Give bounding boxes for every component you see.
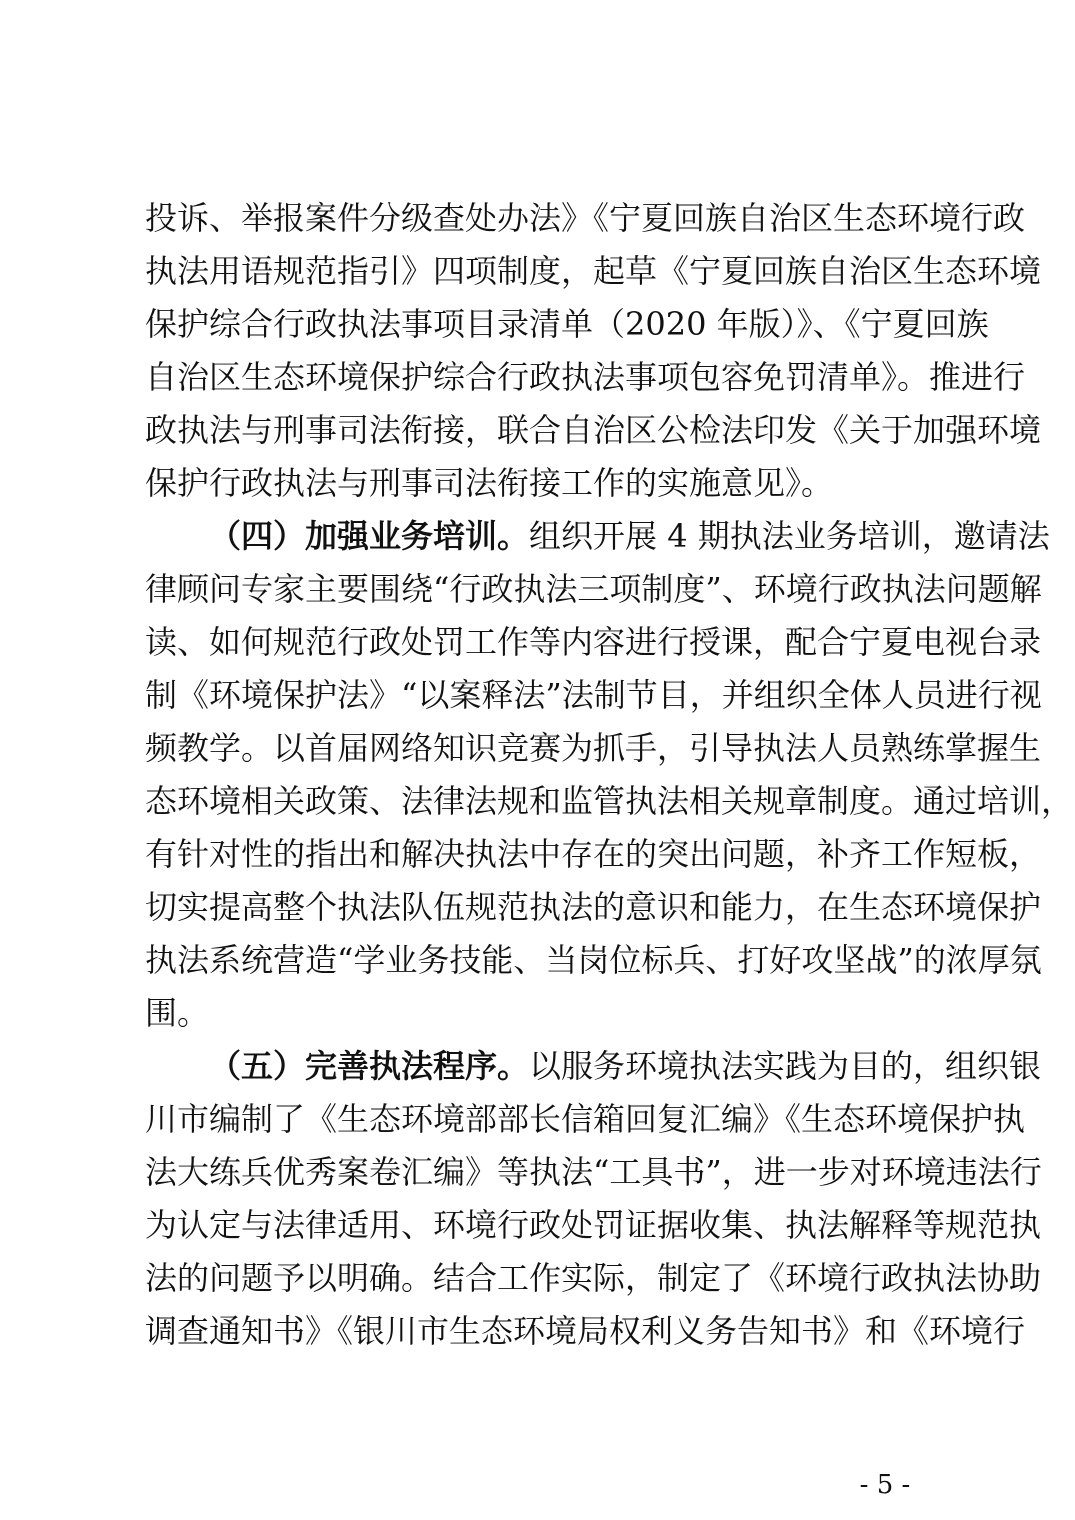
- paragraph-1-line-1: 投诉、举报案件分级查处办法》《宁夏回族自治区生态环境行政: [145, 199, 1026, 237]
- paragraph-2-first-line: [209, 516, 1050, 556]
- paragraph-1-line-6: 保护行政执法与刑事司法衔接工作的实施意见》。: [145, 464, 834, 502]
- paragraph-2-line-2: 律顾问专家主要围绕“行政执法三项制度”、环境行政执法问题解: [145, 570, 1042, 608]
- paragraph-3-first-line-text: 以服务环境执法实践为目的，组织银: [529, 1047, 1042, 1085]
- paragraph-3-line-4: 为认定与法律适用、环境行政处罚证据收集、执法解释等规范执: [145, 1206, 1042, 1244]
- page-number: - 5 -: [859, 1470, 911, 1500]
- paragraph-2-line-10: 围。: [145, 994, 210, 1032]
- paragraph-2-line-3: 读、如何规范行政处罚工作等内容进行授课，配合宁夏电视台录: [145, 623, 1042, 661]
- paragraph-3-heading: （五）完善执法程序。: [209, 1047, 530, 1085]
- paragraph-3-line-6: 调查通知书》《银川市生态环境局权利义务告知书》和《环境行: [145, 1312, 1026, 1350]
- paragraph-1-line-5: 政执法与刑事司法衔接，联合自治区公检法印发《关于加强环境: [145, 411, 1042, 449]
- paragraph-2-line-5: 频教学。以首届网络知识竞赛为抓手，引导执法人员熟练掌握生: [145, 729, 1042, 767]
- paragraph-3-first-line: [209, 1046, 1042, 1086]
- paragraph-3-line-5: 法的问题予以明确。结合工作实际，制定了《环境行政执法协助: [145, 1259, 1042, 1297]
- paragraph-1-line-2: 执法用语规范指引》四项制度，起草《宁夏回族自治区生态环境: [145, 252, 1042, 290]
- paragraph-2-line-4: 制《环境保护法》“以案释法”法制节目，并组织全体人员进行视: [145, 676, 1042, 714]
- paragraph-3-line-3: 法大练兵优秀案卷汇编》等执法“工具书”，进一步对环境违法行: [145, 1153, 1042, 1191]
- paragraph-1-line-3: 保护综合行政执法事项目录清单（2020 年版）》、《宁夏回族: [145, 305, 989, 343]
- paragraph-2-line-7: 有针对性的指出和解决执法中存在的突出问题，补齐工作短板，: [145, 835, 1042, 873]
- paragraph-1-line-4: 自治区生态环境保护综合行政执法事项包容免罚清单》。推进行: [145, 358, 1026, 396]
- paragraph-2-line-8: 切实提高整个执法队伍规范执法的意识和能力，在生态环境保护: [145, 888, 1042, 926]
- paragraph-2-first-line-text: 组织开展 4 期执法业务培训，邀请法: [529, 517, 1050, 555]
- paragraph-2-line-9: 执法系统营造“学业务技能、当岗位标兵、打好攻坚战”的浓厚氛: [145, 941, 1042, 979]
- paragraph-3-line-2: 川市编制了《生态环境部部长信箱回复汇编》《生态环境保护执: [145, 1100, 1026, 1138]
- paragraph-2-heading: （四）加强业务培训。: [209, 517, 530, 555]
- paragraph-2-line-6: 态环境相关政策、法律法规和监管执法相关规章制度。通过培训，: [145, 782, 1074, 820]
